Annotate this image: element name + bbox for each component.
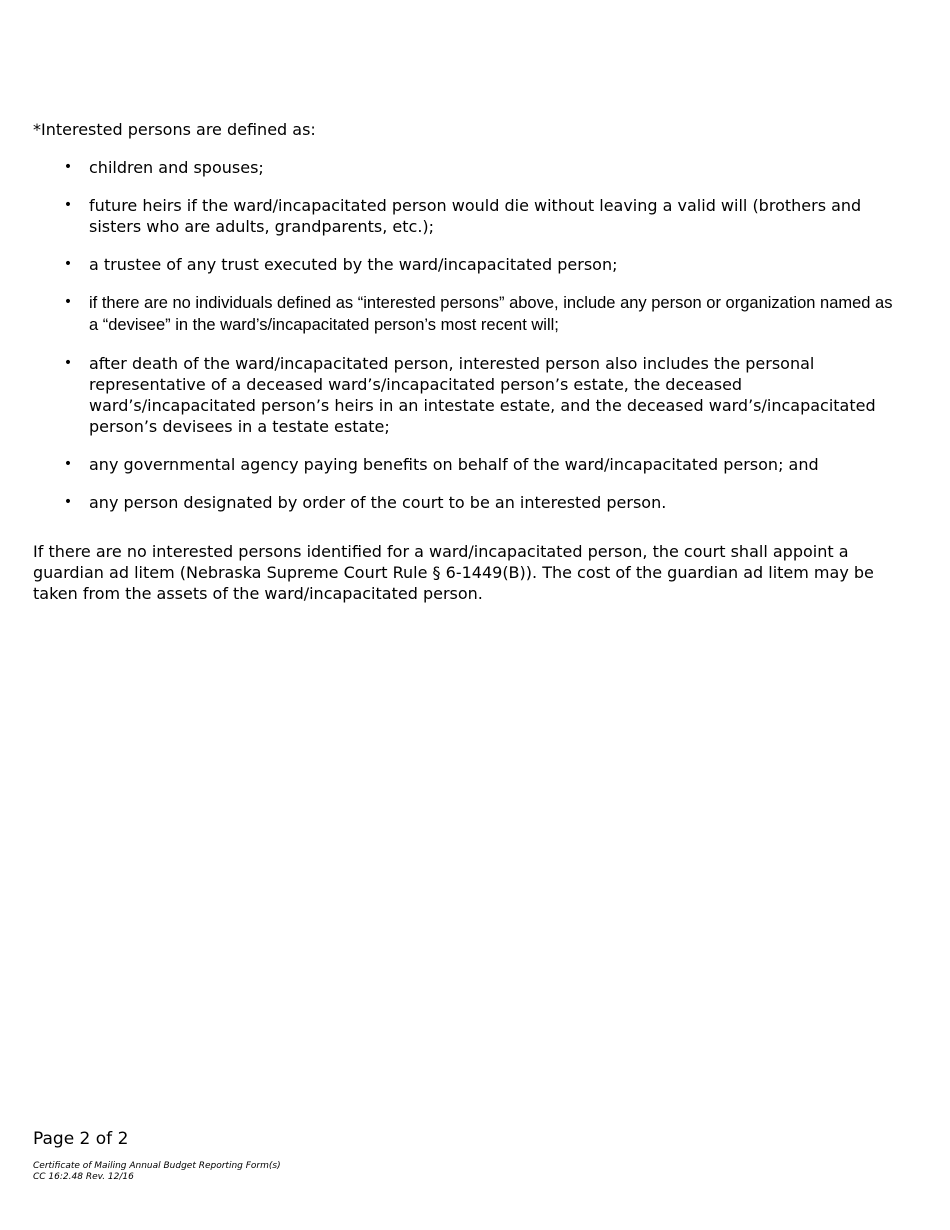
list-item-text: a trustee of any trust executed by the ward/incapacitated person; <box>89 255 618 274</box>
list-item-text: any governmental agency paying benefits on behalf of the ward/incapacitated person; and <box>89 455 819 474</box>
list-item-text: after death of the ward/incapacitated person, interested person also includes the personal representative of a deceased ward’s/incapacitated person’s estate, the deceased ward’s/incapacitated person’s heirs in an intestate estate, and the deceased ward’s/incapacitated person’s devisees in a testate estate; <box>89 354 876 436</box>
list-item <box>33 454 903 475</box>
page-number: Page 2 of 2 <box>33 1129 129 1149</box>
bullet-icon: • <box>63 159 73 175</box>
bullet-icon: • <box>63 256 73 272</box>
bullet-icon: • <box>63 494 73 510</box>
list-item <box>33 195 903 237</box>
list-item <box>33 353 903 437</box>
list-item <box>33 492 903 513</box>
list-item-text: any person designated by order of the court to be an interested person. <box>89 493 667 512</box>
list-item <box>33 254 903 275</box>
closing-paragraph: If there are no interested persons identified for a ward/incapacitated person, the court shall appoint a guardian ad litem (Nebraska Supreme Court Rule § 6-1449(B)). The cost of the guardian ad litem may be taken from the assets of the ward/incapacitated person. <box>33 542 874 603</box>
form-footer <box>33 1161 281 1183</box>
list-item-text: future heirs if the ward/incapacitated person would die without leaving a valid will (brothers and sisters who are adults, grandparents, etc.); <box>89 196 862 236</box>
bullet-icon: • <box>63 355 73 371</box>
form-code: CC 16:2.48 Rev. 12/16 <box>33 1172 134 1182</box>
list-item <box>33 157 903 178</box>
bullet-icon: • <box>63 197 73 213</box>
bullet-icon: • <box>63 294 73 310</box>
bullet-icon: • <box>63 456 73 472</box>
list-item <box>33 292 903 336</box>
list-item-text: if there are no individuals defined as “interested persons” above, include any person or organization named as a “devisee” in the ward’s/incapacitated person’s most recent will; <box>89 294 893 334</box>
interested-persons-list <box>33 157 903 530</box>
intro-text: *Interested persons are defined as: <box>33 120 316 139</box>
form-title: Certificate of Mailing Annual Budget Reporting Form(s) <box>33 1161 281 1171</box>
list-item-text: children and spouses; <box>89 158 264 177</box>
